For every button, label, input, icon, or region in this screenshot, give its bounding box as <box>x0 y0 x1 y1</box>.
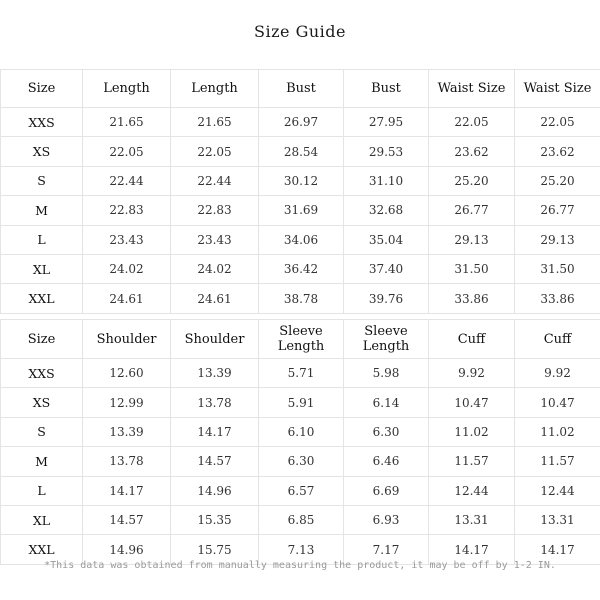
measurement-cell: 14.57 <box>171 447 259 476</box>
measurement-cell: 23.62 <box>429 137 515 166</box>
measurement-cell: 22.44 <box>171 166 259 195</box>
measurement-cell: 27.95 <box>344 108 429 137</box>
measurement-cell: 32.68 <box>344 196 429 225</box>
measurement-cell: 29.13 <box>515 225 600 254</box>
measurement-cell: 39.76 <box>344 284 429 313</box>
measurement-cell: 24.02 <box>83 254 171 283</box>
measurement-cell: 6.57 <box>259 476 344 505</box>
header-size: Size <box>1 320 83 359</box>
measurement-cell: 14.17 <box>515 535 600 564</box>
measurement-cell: 23.62 <box>515 137 600 166</box>
measurement-cell: 25.20 <box>515 166 600 195</box>
measurement-cell: 13.78 <box>83 447 171 476</box>
measurement-cell: 5.71 <box>259 359 344 388</box>
measurement-cell: 26.77 <box>515 196 600 225</box>
measurement-cell: 26.77 <box>429 196 515 225</box>
measurement-cell: 11.02 <box>515 417 600 446</box>
header-cuff: Cuff <box>515 320 600 359</box>
size-cell: XS <box>1 137 83 166</box>
measurement-cell: 6.30 <box>259 447 344 476</box>
header-sleeve-length: Sleeve Length <box>344 320 429 359</box>
measurement-cell: 6.10 <box>259 417 344 446</box>
measurement-cell: 6.46 <box>344 447 429 476</box>
size-cell: L <box>1 476 83 505</box>
page-title: Size Guide <box>254 22 346 41</box>
measurement-cell: 35.04 <box>344 225 429 254</box>
measurement-cell: 6.14 <box>344 388 429 417</box>
header-cuff: Cuff <box>429 320 515 359</box>
table-row <box>1 196 600 225</box>
measurement-cell: 31.10 <box>344 166 429 195</box>
size-cell: XXS <box>1 359 83 388</box>
measurement-cell: 23.43 <box>83 225 171 254</box>
measurement-cell: 24.61 <box>83 284 171 313</box>
measurement-cell: 37.40 <box>344 254 429 283</box>
measurement-cell: 22.83 <box>171 196 259 225</box>
measurement-cell: 22.05 <box>83 137 171 166</box>
measurement-cell: 30.12 <box>259 166 344 195</box>
size-cell: M <box>1 447 83 476</box>
measurement-cell: 15.35 <box>171 505 259 534</box>
header-length: Length <box>171 70 259 108</box>
measurement-cell: 7.17 <box>344 535 429 564</box>
measurement-cell: 9.92 <box>429 359 515 388</box>
table-row <box>1 108 600 137</box>
measurement-cell: 12.44 <box>429 476 515 505</box>
measurement-cell: 23.43 <box>171 225 259 254</box>
header-shoulder: Shoulder <box>171 320 259 359</box>
measurement-cell: 14.96 <box>83 535 171 564</box>
measurement-cell: 6.93 <box>344 505 429 534</box>
table-row <box>1 417 600 446</box>
table-header-row <box>1 70 600 108</box>
table-row <box>1 225 600 254</box>
measurement-note: *This data was obtained from manually measuring the product, it may be off by 1-2 IN. <box>44 560 556 571</box>
measurement-cell: 13.78 <box>171 388 259 417</box>
measurement-cell: 13.39 <box>83 417 171 446</box>
header-size: Size <box>1 70 83 108</box>
measurement-cell: 21.65 <box>171 108 259 137</box>
measurement-cell: 10.47 <box>515 388 600 417</box>
measurement-cell: 31.50 <box>429 254 515 283</box>
measurement-cell: 6.85 <box>259 505 344 534</box>
measurement-cell: 5.98 <box>344 359 429 388</box>
measurement-cell: 29.53 <box>344 137 429 166</box>
measurement-cell: 24.61 <box>171 284 259 313</box>
measurement-cell: 29.13 <box>429 225 515 254</box>
table-row <box>1 284 600 313</box>
header-bust: Bust <box>259 70 344 108</box>
size-cell: M <box>1 196 83 225</box>
size-cell: XXL <box>1 535 83 564</box>
measurement-cell: 22.05 <box>515 108 600 137</box>
measurement-cell: 12.99 <box>83 388 171 417</box>
table-row <box>1 447 600 476</box>
measurement-cell: 34.06 <box>259 225 344 254</box>
size-table-1 <box>0 69 600 314</box>
table-row <box>1 137 600 166</box>
size-cell: L <box>1 225 83 254</box>
measurement-cell: 6.30 <box>344 417 429 446</box>
measurement-cell: 13.39 <box>171 359 259 388</box>
measurement-cell: 14.17 <box>429 535 515 564</box>
size-cell: XL <box>1 254 83 283</box>
measurement-cell: 31.69 <box>259 196 344 225</box>
header-bust: Bust <box>344 70 429 108</box>
measurement-cell: 24.02 <box>171 254 259 283</box>
size-table-2 <box>0 319 600 565</box>
measurement-cell: 11.02 <box>429 417 515 446</box>
measurement-cell: 14.96 <box>171 476 259 505</box>
header-waist-size: Waist Size <box>515 70 600 108</box>
measurement-cell: 14.17 <box>83 476 171 505</box>
measurement-cell: 28.54 <box>259 137 344 166</box>
measurement-cell: 14.17 <box>171 417 259 446</box>
header-length: Length <box>83 70 171 108</box>
measurement-cell: 10.47 <box>429 388 515 417</box>
table-row <box>1 505 600 534</box>
measurement-cell: 36.42 <box>259 254 344 283</box>
measurement-cell: 33.86 <box>515 284 600 313</box>
measurement-cell: 31.50 <box>515 254 600 283</box>
table-row <box>1 254 600 283</box>
header-shoulder: Shoulder <box>83 320 171 359</box>
measurement-cell: 22.44 <box>83 166 171 195</box>
size-cell: S <box>1 417 83 446</box>
measurement-cell: 22.05 <box>429 108 515 137</box>
size-cell: XL <box>1 505 83 534</box>
measurement-cell: 22.83 <box>83 196 171 225</box>
measurement-cell: 22.05 <box>171 137 259 166</box>
table-row <box>1 166 600 195</box>
measurement-cell: 9.92 <box>515 359 600 388</box>
measurement-cell: 7.13 <box>259 535 344 564</box>
size-cell: XXS <box>1 108 83 137</box>
measurement-cell: 15.75 <box>171 535 259 564</box>
measurement-cell: 38.78 <box>259 284 344 313</box>
measurement-cell: 13.31 <box>515 505 600 534</box>
measurement-cell: 26.97 <box>259 108 344 137</box>
measurement-cell: 11.57 <box>429 447 515 476</box>
header-waist-size: Waist Size <box>429 70 515 108</box>
measurement-cell: 25.20 <box>429 166 515 195</box>
table-header-row <box>1 320 600 359</box>
measurement-cell: 21.65 <box>83 108 171 137</box>
measurement-cell: 12.44 <box>515 476 600 505</box>
table-row <box>1 388 600 417</box>
measurement-cell: 6.69 <box>344 476 429 505</box>
measurement-cell: 5.91 <box>259 388 344 417</box>
table-row <box>1 476 600 505</box>
measurement-cell: 12.60 <box>83 359 171 388</box>
header-sleeve-length: Sleeve Length <box>259 320 344 359</box>
size-cell: XXL <box>1 284 83 313</box>
measurement-cell: 11.57 <box>515 447 600 476</box>
measurement-cell: 14.57 <box>83 505 171 534</box>
table-row <box>1 359 600 388</box>
measurement-cell: 33.86 <box>429 284 515 313</box>
size-cell: XS <box>1 388 83 417</box>
measurement-cell: 13.31 <box>429 505 515 534</box>
size-cell: S <box>1 166 83 195</box>
